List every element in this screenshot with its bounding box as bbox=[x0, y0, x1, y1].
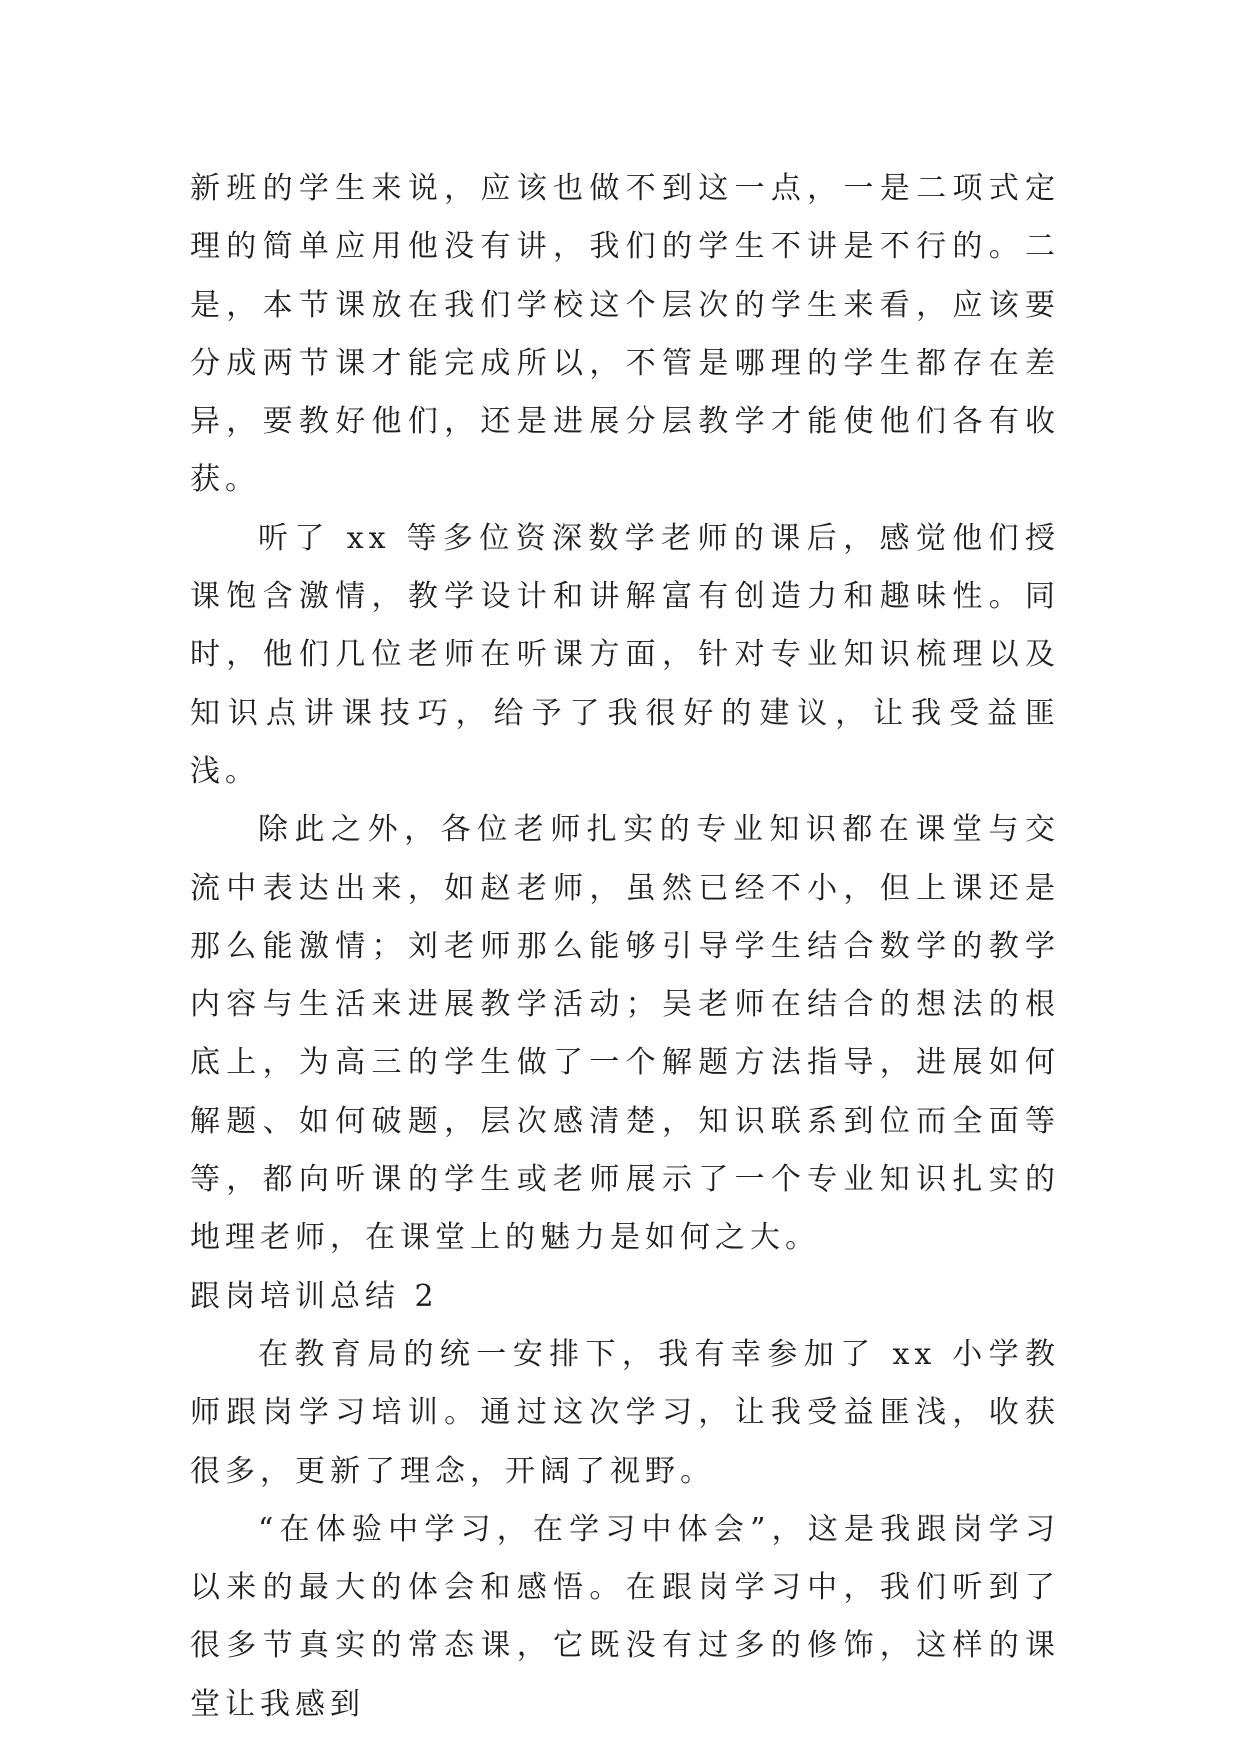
paragraph-3: 除此之外，各位老师扎实的专业知识都在课堂与交流中表达出来，如赵老师，虽然已经不小，但上课还是那么能激情；刘老师那么能够引导学生结合数学的教学内容与生活来进展教学活动；吴老师在结合的想法的根底上，为高三的学生做了一个解题方法指导，进展如何解题、如何破题，层次感清楚，知识联系到位而全面等等，都向听课的学生或老师展示了一个专业知识扎实的地理老师，在课堂上的魅力是如何之大。 bbox=[190, 812, 1060, 1256]
document-body bbox=[190, 160, 1060, 1734]
paragraph-1: 新班的学生来说，应该也做不到这一点，一是二项式定理的简单应用他没有讲，我们的学生不讲是不行的。二是，本节课放在我们学校这个层次的学生来看，应该要分成两节课才能完成所以，不管是哪理的学生都存在差异，要教好他们，还是进展分层教学才能使他们各有收获。 bbox=[190, 171, 1060, 498]
section-heading: 跟岗培训总结 2 bbox=[190, 1278, 439, 1314]
paragraph-5: “在体验中学习，在学习中体会”，这是我跟岗学习以来的最大的体会和感悟。在跟岗学习中，我们听到了很多节真实的常态课，它既没有过多的修饰，这样的课堂让我感到 bbox=[190, 1511, 1060, 1722]
paragraph-4: 在教育局的统一安排下，我有幸参加了 xx 小学教师跟岗学习培训。通过这次学习，让我受益匪浅，收获很多，更新了理念，开阔了视野。 bbox=[190, 1336, 1060, 1489]
paragraph-2: 听了 xx 等多位资深数学老师的课后，感觉他们授课饱含激情，教学设计和讲解富有创造力和趣味性。同时，他们几位老师在听课方面，针对专业知识梳理以及知识点讲课技巧，给予了我很好的建议，让我受益匪浅。 bbox=[190, 520, 1060, 789]
